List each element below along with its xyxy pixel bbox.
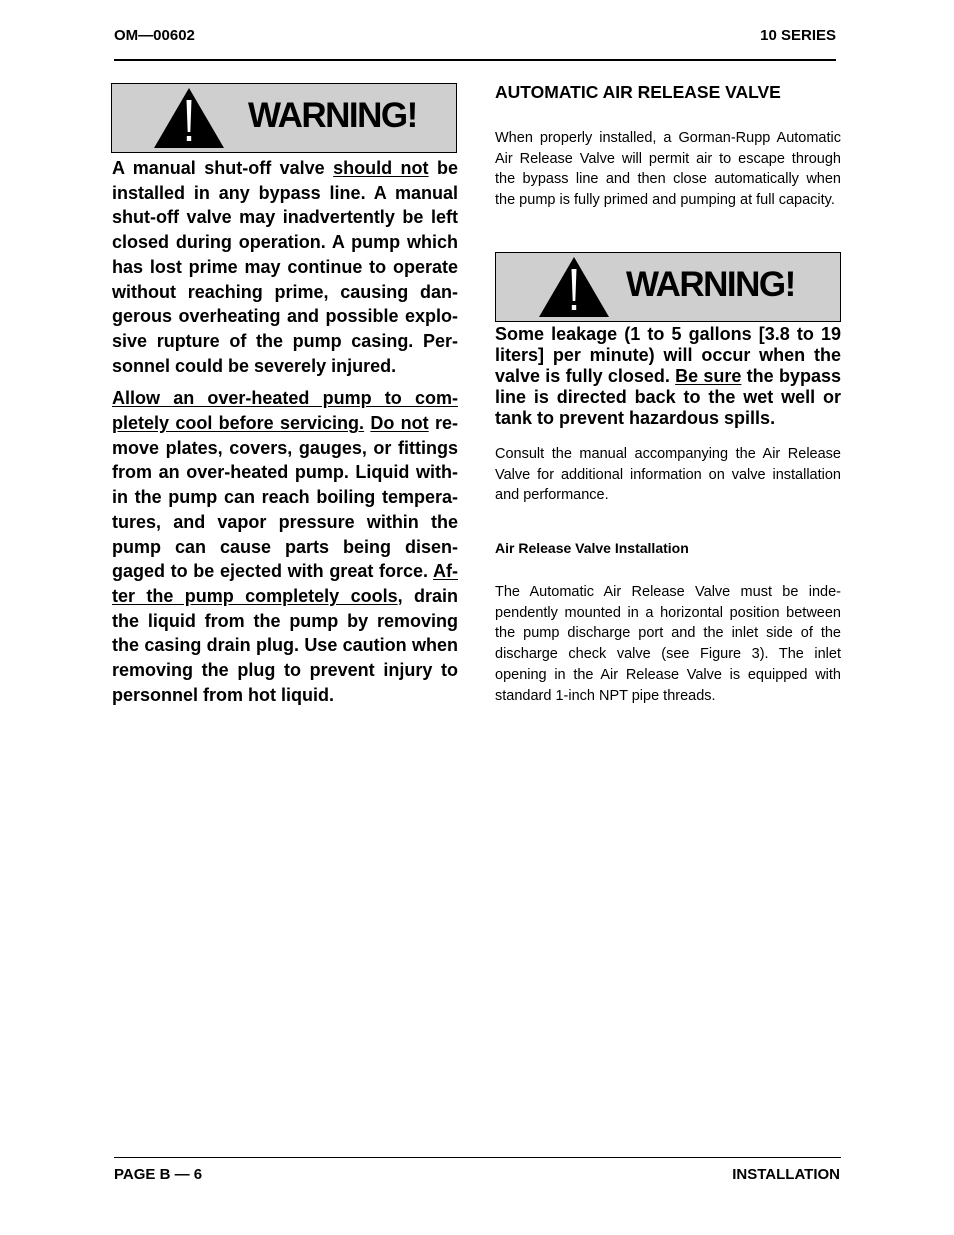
section-title: AUTOMATIC AIR RELEASE VALVE	[495, 82, 781, 102]
section-name: INSTALLATION	[732, 1166, 840, 1183]
subsection-title: Air Release Valve Installation	[495, 540, 689, 556]
emphasis-be-sure: Be sure	[675, 366, 742, 386]
warning-title: WARNING!	[626, 265, 795, 304]
warning-triangle-icon	[537, 255, 611, 318]
warning-paragraph-1: A manual shut-off valve should not be installed in any bypass line. A manual shut-off valve may inadvertently be left closed during operation. A pump which has lost prime may continue to operate without reaching prime, causing dangerous overheating and possible explosive rupture of the pump casing. Personnel could be severely injured.	[112, 158, 458, 376]
document-number: OM—00602	[114, 27, 195, 44]
page-number: PAGE B — 6	[114, 1166, 203, 1183]
intro-paragraph: When properly installed, a Gorman-Rupp Automatic Air Release Valve will permit air to escape through the bypass line and then close automatically when the pump is fully primed and pumping at full capacity.	[495, 130, 841, 209]
series-label: 10 SERIES	[760, 27, 836, 44]
warning-banner-left	[111, 83, 457, 153]
installation-paragraph: The Automatic Air Release Valve must be independently mounted in a horizontal position between the pump discharge port and the inlet side of the discharge check valve (see Figure 3). The inlet opening in the Air Release Valve is equipped with standard 1-inch NPT pipe threads.	[495, 584, 841, 704]
footer-rule	[114, 1157, 841, 1158]
emphasis-after-cools: After the pump completely cools	[112, 561, 458, 606]
emphasis-do-not: Do not	[370, 413, 429, 434]
warning-text-right: Some leakage (1 to 5 gallons [3.8 to 19 liters] per minute) will occur when the valve is fully closed. Be sure the bypass line is directed back to the wet well or tank to prevent hazardous spills.	[495, 324, 841, 428]
warning-paragraph-2: Allow an over-heated pump to completely cool before servicing. Do not remove plates, covers, gauges, or fittings from an over-heated pump. Liquid within the pump can reach boiling temperatures, and vapor pressure within the pump can cause parts being disengaged to be ejected with great force. After the pump completely cools, drain the liquid from the pump by removing the casing drain plug. Use caution when removing the plug to prevent injury to personnel from hot liquid.	[112, 388, 458, 705]
emphasis-should-not: should not	[333, 158, 429, 178]
warning-banner-right	[495, 252, 841, 322]
warning-triangle-icon	[152, 86, 226, 149]
consult-paragraph: Consult the manual accompanying the Air Release Valve for additional information on valve installation and performance.	[495, 446, 841, 504]
emphasis-allow-cool: Allow an over-heated pump to completely cool before servicing.	[112, 388, 458, 434]
header-rule	[114, 59, 836, 61]
warning-text-left	[112, 156, 458, 707]
warning-title: WARNING!	[248, 96, 417, 135]
